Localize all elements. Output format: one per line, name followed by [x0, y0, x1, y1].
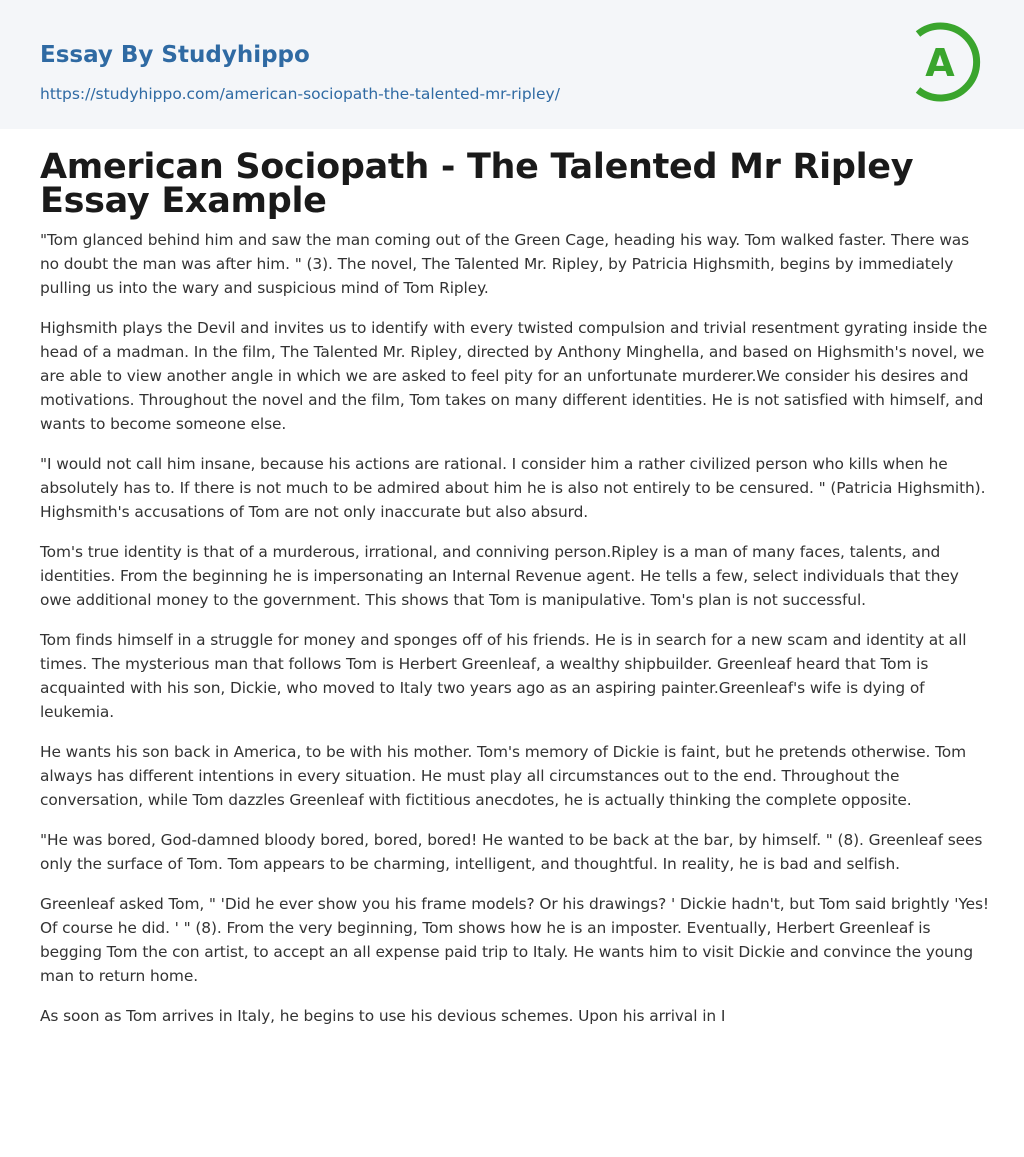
paragraph: As soon as Tom arrives in Italy, he begins to use his devious schemes. Upon his arrival in I [40, 1007, 726, 1025]
paragraph: Tom's true identity is that of a murderous, irrational, and conniving person.Ripley is a man of many faces, talents, and identities. From the beginning he is impersonating an Internal Revenue agent. He tells a few, select individuals that they owe additional money to the government. This shows that Tom is manipulative. Tom's plan is not successful. [40, 543, 959, 609]
page-title: American Sociopath - The Talented Mr Ripley Essay Example [40, 147, 914, 221]
studyhippo-logo-icon[interactable] [910, 18, 988, 106]
paragraph: "I would not call him insane, because his actions are rational. I consider him a rather civilized person who kills when he absolutely has to. If there is not much to be admired about him he is also not entirely to be censured. " (Patricia Highsmith). Highsmith's accusations of Tom are not only inaccurate but also absurd. [40, 455, 986, 521]
site-header [0, 0, 1024, 129]
paragraph: Tom finds himself in a struggle for money and sponges off of his friends. He is in search for a new scam and identity at all times. The mysterious man that follows Tom is Herbert Greenleaf, a wealthy shipbuilder. Greenleaf heard that Tom is acquainted with his son, Dickie, who moved to Italy two years ago as an aspiring painter.Greenleaf's wife is dying of leukemia. [40, 631, 967, 721]
article-url-link[interactable]: https://studyhippo.com/american-sociopath-the-talented-mr-ripley/ [40, 85, 560, 103]
paragraph: "Tom glanced behind him and saw the man coming out of the Green Cage, heading his way. Tom walked faster. There was no doubt the man was after him. " (3). The novel, The Talented Mr. Ripley, by Patricia Highsmith, begins by immediately pulling us into the wary and suspicious mind of Tom Ripley. [40, 231, 970, 297]
paragraph: He wants his son back in America, to be with his mother. Tom's memory of Dickie is faint, but he pretends otherwise. Tom always has different intentions in every situation. He must play all circumstances out to the end. Throughout the conversation, while Tom dazzles Greenleaf with fictitious anecdotes, he is actually thinking the complete opposite. [40, 743, 967, 809]
site-title[interactable]: Essay By Studyhippo [40, 42, 310, 68]
paragraph: "He was bored, God-damned bloody bored, bored, bored! He wanted to be back at the bar, by himself. " (8). Greenleaf sees only the surface of Tom. Tom appears to be charming, intelligent, and thoughtful. In reality, he is bad and selfish. [40, 831, 983, 873]
logo-letter: A [925, 41, 955, 85]
paragraph: Highsmith plays the Devil and invites us to identify with every twisted compulsion and trivial resentment gyrating inside the head of a madman. In the film, The Talented Mr. Ripley, directed by Anthony Minghella, and based on Highsmith's novel, we are able to view another angle in which we are asked to feel pity for an unfortunate murderer.We consider his desires and motivations. Throughout the novel and the film, Tom takes on many different identities. He is not satisfied with himself, and wants to become someone else. [40, 319, 988, 433]
article-body [40, 228, 990, 1044]
paragraph: Greenleaf asked Tom, " 'Did he ever show you his frame models? Or his drawings? ' Dickie hadn't, but Tom said brightly 'Yes! Of course he did. ' " (8). From the very beginning, Tom shows how he is an imposter. Eventually, Herbert Greenleaf is begging Tom the con artist, to accept an all expense paid trip to Italy. He wants him to visit Dickie and convince the young man to return home. [40, 895, 989, 985]
